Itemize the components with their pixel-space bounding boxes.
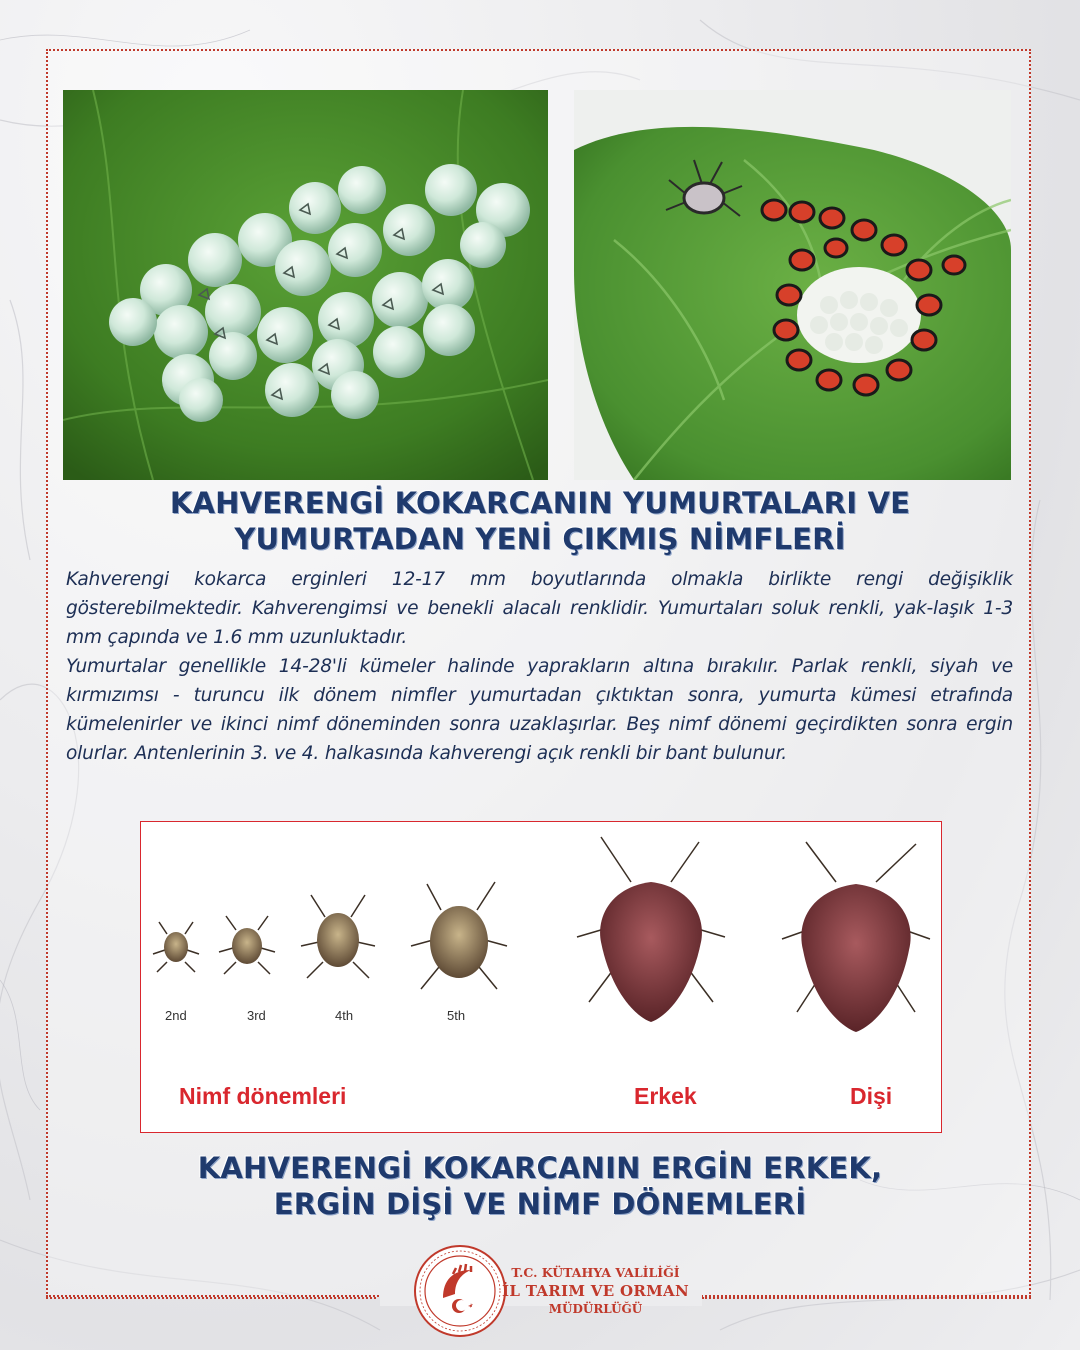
stage-label-2nd: 2nd bbox=[165, 1008, 187, 1023]
female-label: Dişi bbox=[850, 1083, 893, 1109]
section1-title-line2: YUMURTADAN YENİ ÇIKMIŞ NİMFLERİ bbox=[234, 522, 846, 556]
stage-label-3rd: 3rd bbox=[247, 1008, 266, 1023]
org-line-1: T.C. KÜTAHYA VALİLİĞİ bbox=[511, 1265, 680, 1280]
organization-name bbox=[498, 1264, 693, 1318]
male-label: Erkek bbox=[634, 1083, 697, 1109]
stages-figure bbox=[140, 821, 942, 1133]
section2-title bbox=[60, 1150, 1020, 1222]
eggs-photo bbox=[63, 90, 548, 480]
ministry-logo bbox=[413, 1244, 507, 1338]
nymphs-photo bbox=[574, 90, 1011, 480]
footer-divider-right bbox=[702, 1297, 1031, 1299]
description-paragraph-2: Yumurtalar genellikle 14-28'li kümeler halinde yaprakların altına bırakılır. Parlak renkli, siyah ve kırmızımsı - turuncu ilk dönem nimfler yumurtadan çıktıktan sonra, yumurta kümesi etrafında kümelenirler ve ikinci nimf döneminden sonra uzaklaşırlar. Beş nimf dönemi geçirdikten sonra ergin olurlar. Antenlerinin 3. ve 4. halkasında kahverengi açık renkli bir bant bulunur. bbox=[66, 656, 1013, 764]
nymph-stages-label: Nimf dönemleri bbox=[179, 1083, 347, 1109]
section1-title bbox=[60, 485, 1020, 557]
section2-title-line2: ERGİN DİŞİ VE NİMF DÖNEMLERİ bbox=[273, 1187, 807, 1221]
section2-title-line1: KAHVERENGİ KOKARCANIN ERGİN ERKEK, bbox=[197, 1151, 883, 1185]
description-paragraph-1: Kahverengi kokarca erginleri 12-17 mm boyutlarında olmakla birlikte rengi değişiklik gösterebilmektedir. Kahverengimsi ve benekli alacalı renklidir. Yumurtaları soluk renkli, yak-laşık 1-3 mm çapında ve 1.6 mm uzunluktadır. bbox=[66, 569, 1013, 648]
org-line-2: İL TARIM VE ORMAN bbox=[502, 1282, 689, 1300]
description-text bbox=[66, 565, 1013, 768]
org-line-3: MÜDÜRLÜĞÜ bbox=[548, 1302, 643, 1316]
footer-divider-left bbox=[46, 1297, 376, 1299]
stage-label-4th: 4th bbox=[335, 1008, 354, 1023]
stage-label-5th: 5th bbox=[447, 1008, 466, 1023]
section1-title-line1: KAHVERENGİ KOKARCANIN YUMURTALARI VE bbox=[169, 486, 911, 520]
